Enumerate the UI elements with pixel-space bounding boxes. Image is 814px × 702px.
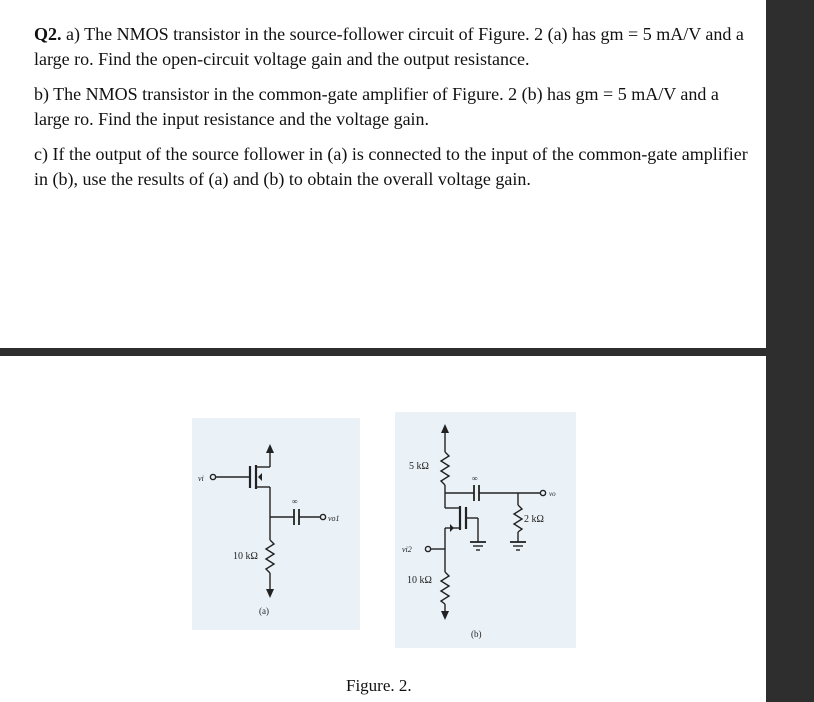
input-label-a: vi [198, 474, 204, 483]
figure-caption: Figure. 2. [346, 676, 412, 695]
vss-arrow-b [441, 611, 449, 620]
output-label-a: vo1 [328, 514, 340, 523]
load-label-b: 2 kΩ [524, 514, 544, 525]
drain-resistor-label-b: 5 kΩ [409, 461, 429, 472]
source-arrow-a [258, 473, 262, 481]
input-label-b: vi2 [402, 545, 412, 554]
caption-a: (a) [259, 606, 269, 616]
capacitor-label-a: ∞ [292, 497, 298, 506]
capacitor-label-b: ∞ [472, 474, 478, 483]
input-node-a [210, 474, 215, 479]
caption-b: (b) [471, 629, 482, 639]
circuit-a-wires [210, 452, 325, 592]
vss-arrow-a [266, 589, 274, 598]
question-part-b: b) The NMOS transistor in the common-gate amplifier of Figure. 2 (b) has gm = 5 mA/V and a large ro. Find the input resistance and the voltage gain. [34, 84, 719, 129]
resistor-label-a: 10 kΩ [233, 551, 258, 562]
part-a-text: a) The NMOS transistor in the source-follower circuit of Figure. 2 (a) has gm = 5 mA/V and a large ro. Find the open-circuit voltage gain and the output resistance. [34, 24, 744, 69]
source-resistor-label-b: 10 kΩ [407, 575, 432, 586]
question-number: Q2. [34, 24, 62, 44]
output-label-b: vo [549, 490, 556, 498]
question-part-c: c) If the output of the source follower in (a) is connected to the input of the common-gate amplifier in (b), use the results of (a) and (b) to obtain the overall voltage gain. [34, 144, 748, 189]
vdd-arrow-b [441, 424, 449, 433]
source-arrow-b [450, 524, 454, 532]
vdd-arrow-a [266, 444, 274, 453]
